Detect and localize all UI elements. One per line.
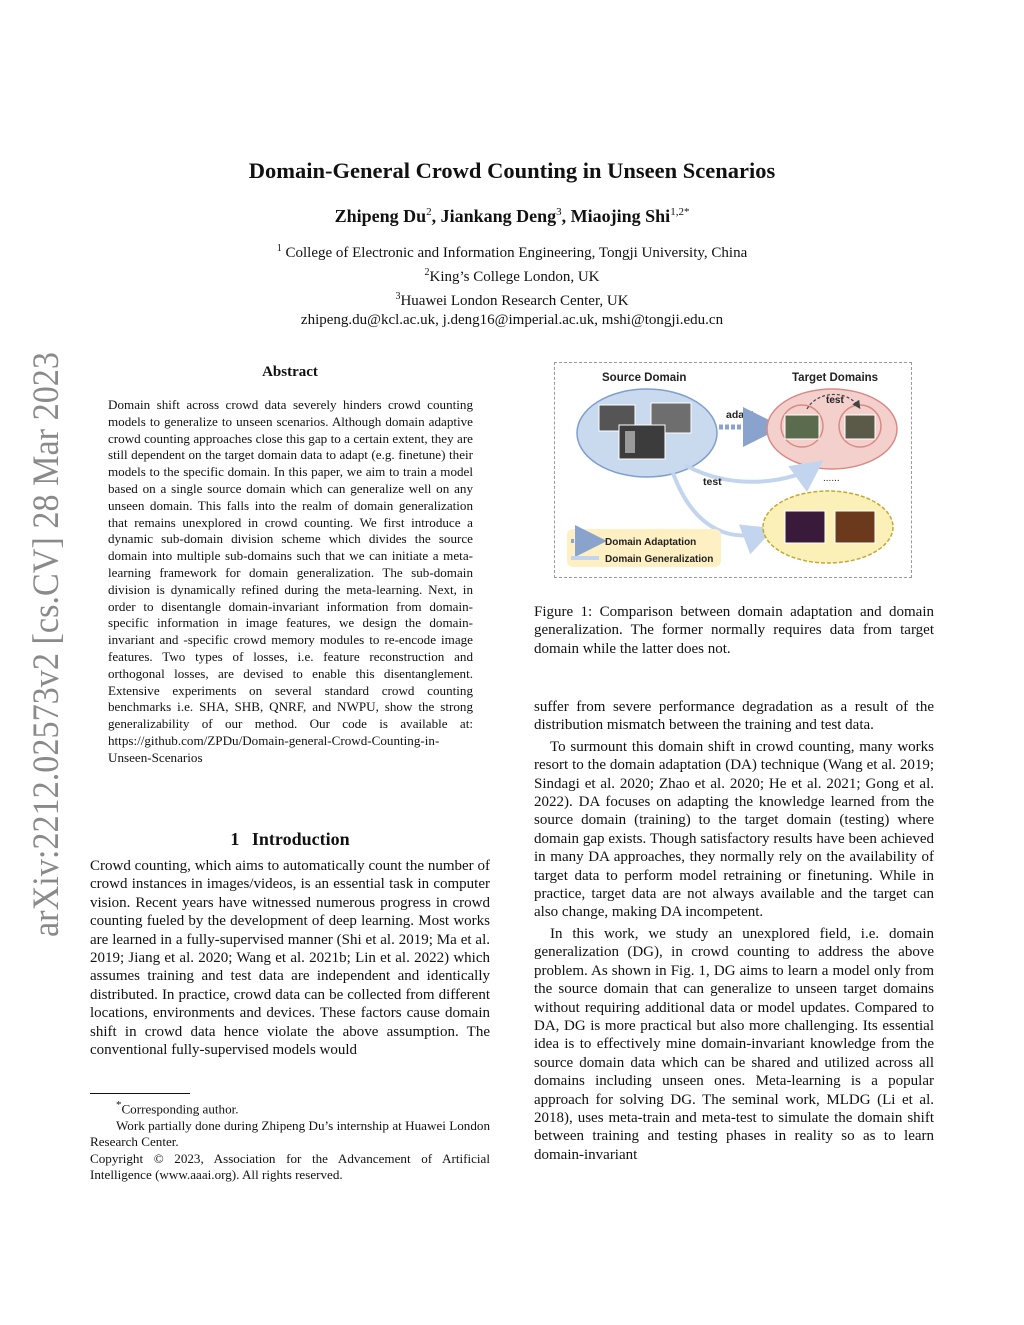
- author-separator: ,: [561, 206, 571, 226]
- affiliation-text: King’s College London, UK: [429, 269, 600, 285]
- figure-1-diagram: [555, 363, 913, 579]
- footnote-internship: Work partially done during Zhipeng Du’s internship at Huawei London Research Center.: [90, 1117, 490, 1150]
- footnote-mark: *: [116, 1099, 122, 1111]
- author-affiliation-mark: 3: [556, 206, 562, 218]
- test-label-top: test: [826, 395, 844, 406]
- author-name: Jiankang Deng: [440, 206, 557, 226]
- target-domains-label: Target Domains: [792, 372, 879, 384]
- source-domain-label: Source Domain: [602, 372, 687, 384]
- author-name: Miaojing Shi: [570, 206, 671, 226]
- legend-dg-label: Domain Generalization: [605, 554, 714, 565]
- author-name: Zhipeng Du: [334, 206, 427, 226]
- right-column-body: [534, 698, 934, 1164]
- affiliation-mark: 1: [276, 243, 282, 254]
- figure-1-caption: Figure 1: Comparison between domain adaptation and domain generalization. The former normally requires data from target domain while the latter does not.: [534, 604, 934, 657]
- legend-da-label: Domain Adaptation: [605, 537, 697, 548]
- affiliation-mark: 2: [424, 267, 430, 278]
- adapt-label: adapt: [726, 409, 755, 421]
- intro-paragraph: Crowd counting, which aims to automatically count the number of crowd instances in images/videos, is an essential task in computer vision. Recent years have witnessed numerous progress in crowd counting fueled by the development of deep learning. Most works are learned in a fully-supervised manner (Shi et al. 2019; Ma et al. 2019; Jiang et al. 2020; Wang et al. 2021b; Lin et al. 2022) which assumes training and test data are independent and identically distributed. In practice, crowd data can be collected from different locations, environments and devices. These factors cause domain shift in crowd data hence violate the above assumption. The conventional fully-supervised models would: [90, 858, 490, 1059]
- author-affiliation-mark: 2: [426, 206, 432, 218]
- test-label-mid: test: [703, 476, 722, 488]
- section-title: Introduction: [251, 829, 350, 849]
- affiliation-mark: 3: [395, 291, 401, 302]
- section-number: 1: [230, 829, 240, 849]
- arxiv-identifier: [8, 345, 72, 945]
- body-paragraph: In this work, we study an unexplored field, i.e. domain generalization (DG), in crowd counting to address the above problem. As shown in Fig. 1, DG aims to learn a model only from the source domain that can generalize to unseen target domains without requiring additional data or model updates. Compared to DA, DG is more practical but also more challenging. Its essential idea is to effectively mine domain-invariant knowledge from the source domain data which can be shared and utilized across all domains including unseen ones. Meta-learning is a popular approach for solving DG. The seminal work, MLDG (Li et al. 2018), uses meta-train and meta-test to simulate the domain shift between training and testing phases in reality so as to learn domain-invariant: [534, 925, 934, 1163]
- affiliations: [0, 239, 1024, 330]
- author-list: [0, 206, 1024, 227]
- body-paragraph: suffer from severe performance degradation as a result of the distribution mismatch between the training and test data.: [534, 699, 934, 734]
- intro-body: [90, 857, 490, 1059]
- paper-title: Domain-General Crowd Counting in Unseen Scenarios: [248, 158, 776, 183]
- more-domains-ellipsis: ......: [823, 473, 840, 484]
- copyright-notice: Copyright © 2023, Association for the Advancement of Artificial Intelligence (www.aaai.org). All rights reserved.: [90, 1150, 490, 1182]
- author-emails: zhipeng.du@kcl.ac.uk, j.deng16@imperial.ac.uk, mshi@tongji.edu.cn: [300, 312, 724, 328]
- figure-1: [554, 362, 912, 578]
- affiliation-line: [0, 287, 1024, 311]
- author-separator: ,: [431, 206, 441, 226]
- author-affiliation-mark: 1,2*: [670, 206, 690, 218]
- footnote-text: Corresponding author.: [121, 1101, 239, 1117]
- footnote-corresponding: [90, 1097, 490, 1118]
- footnotes: [90, 1097, 490, 1183]
- affiliation-line: [0, 239, 1024, 263]
- abstract-heading: Abstract: [262, 364, 318, 380]
- crowd-image: [835, 511, 875, 543]
- affiliation-line: [0, 263, 1024, 287]
- crowd-image: [785, 415, 819, 439]
- arxiv-text: arXiv:2212.02573v2 [cs.CV] 28 Mar 2023: [26, 345, 67, 937]
- crowd-image: [785, 511, 825, 543]
- abstract-text: Domain shift across crowd data severely hinders crowd counting models to generalize to unseen scenarios. Although domain adaptive crowd counting approaches close this gap to a certain extent, they are still dependent on the target domain data to adapt (e.g. finetune) their models to the specific domain. In this paper, we aim to train a model based on a single source domain which can generalize well on any unseen domain. This falls into the realm of domain generalization that remains unexplored in crowd counting. We first introduce a dynamic sub-domain division scheme which divides the source domain into multiple sub-domains such that we can initiate a meta-learning framework for domain generalization. The sub-domain division is dynamically refined during the meta-learning. Next, in order to disentangle domain-invariant information from domain-specific information in image features, we design the domain-invariant and -specific crowd memory modules to re-encode image features. Two types of losses, i.e. feature reconstruction and orthogonal losses, are devised to enable this disentanglement. Extensive experiments on several standard crowd counting benchmarks i.e. SHA, SHB, QNRF, and NWPU, show the strong generalizability of our method. Our code is available at: https://github.com/ZPDu/Domain-general-Crowd-Counting-in-Unseen-Scenarios: [108, 397, 473, 765]
- section-heading: [90, 829, 490, 850]
- affiliation-text: Huawei London Research Center, UK: [400, 293, 629, 309]
- footnote-rule: [90, 1093, 190, 1094]
- body-paragraph: To surmount this domain shift in crowd counting, many works resort to the domain adaptation (DA) technique (Wang et al. 2019; Sindagi et al. 2020; Zhao et al. 2020; He et al. 2021; Gong et al. 2022). DA focuses on adapting the knowledge learned from the source domain (training) to the target domain (testing) where domain gap exists. Though satisfactory results have been achieved in many DA approaches, they normally rely on the availability of target data to perform model retraining or finetuning. While in practice, target data are not always available and the target can also change, making DA incompetent.: [534, 738, 934, 921]
- crowd-image: [625, 431, 635, 453]
- affiliation-text: College of Electronic and Information Engineering, Tongji University, China: [281, 245, 748, 261]
- crowd-image: [845, 415, 875, 439]
